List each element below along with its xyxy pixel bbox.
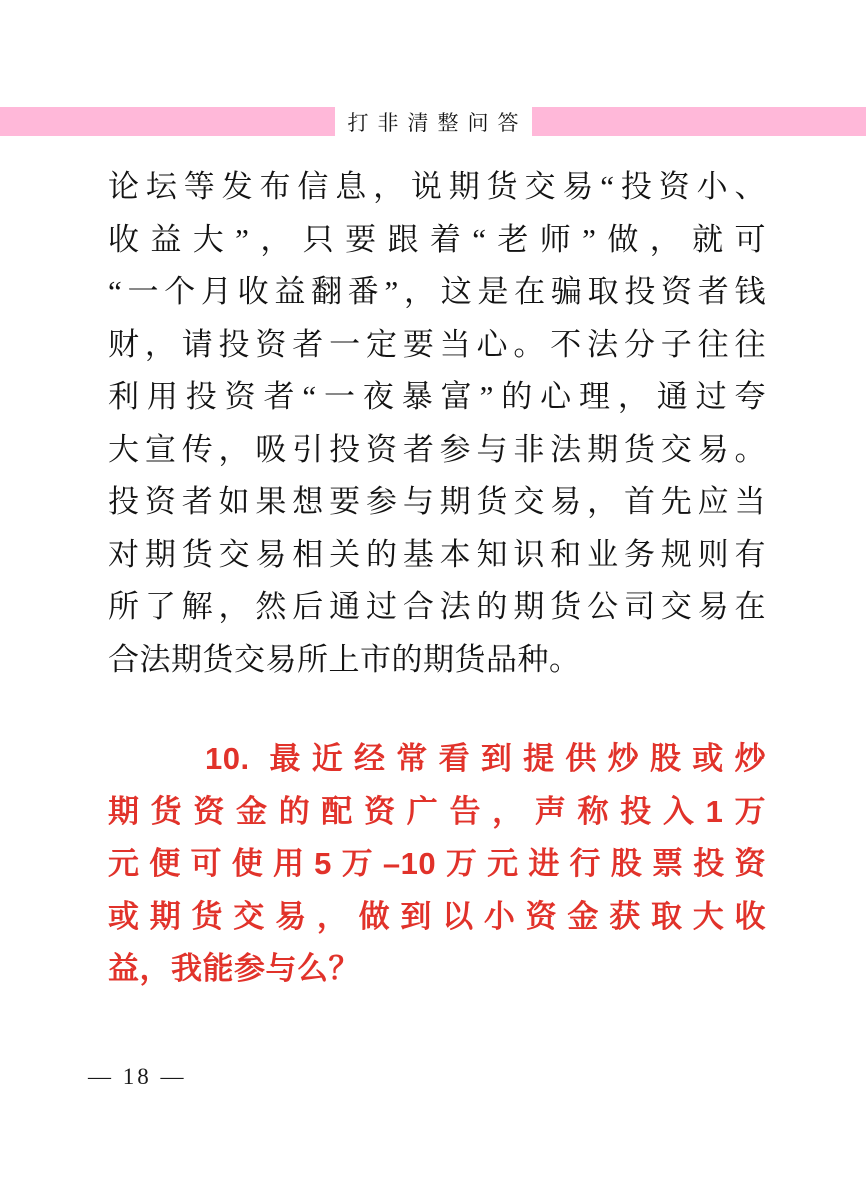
page-title: 打非清整问答 <box>335 107 532 136</box>
header-band-left <box>0 107 335 136</box>
text-line: 期货资金的配资广告，声称投入1万 <box>108 793 766 829</box>
text-line: 合法期货交易所上市的期货品种。 <box>108 641 581 677</box>
running-header <box>0 107 866 136</box>
text-line: 对期货交易相关的基本知识和业务规则有 <box>108 536 766 572</box>
question-paragraph <box>108 733 766 996</box>
page-content <box>108 161 766 996</box>
body-paragraph <box>108 161 766 686</box>
text-line: 所了解，然后通过合法的期货公司交易在 <box>108 589 766 624</box>
text-line: 投资者如果想要参与期货交易，首先应当 <box>108 484 766 519</box>
text-line: 元便可使用5万–10万元进行股票投资 <box>108 846 766 881</box>
text-line: 10. 最近经常看到提供炒股或炒 <box>205 741 766 776</box>
text-line: 论坛等发布信息，说期货交易“投资小、 <box>108 169 766 204</box>
text-line: 收益大”，只要跟着“老师”做，就可 <box>108 221 766 257</box>
text-line: 益，我能参与么？ <box>108 951 360 986</box>
text-line: 或期货交易，做到以小资金获取大收 <box>108 898 766 934</box>
text-line: 利用投资者“一夜暴富”的心理，通过夸 <box>108 379 766 414</box>
text-line: 大宣传，吸引投资者参与非法期货交易。 <box>108 431 766 467</box>
page-number: — 18 — <box>88 1064 187 1089</box>
text-line: “一个月收益翻番”，这是在骗取投资者钱 <box>108 274 766 309</box>
header-band-right <box>532 107 866 136</box>
text-line: 财，请投资者一定要当心。不法分子往往 <box>108 326 766 362</box>
